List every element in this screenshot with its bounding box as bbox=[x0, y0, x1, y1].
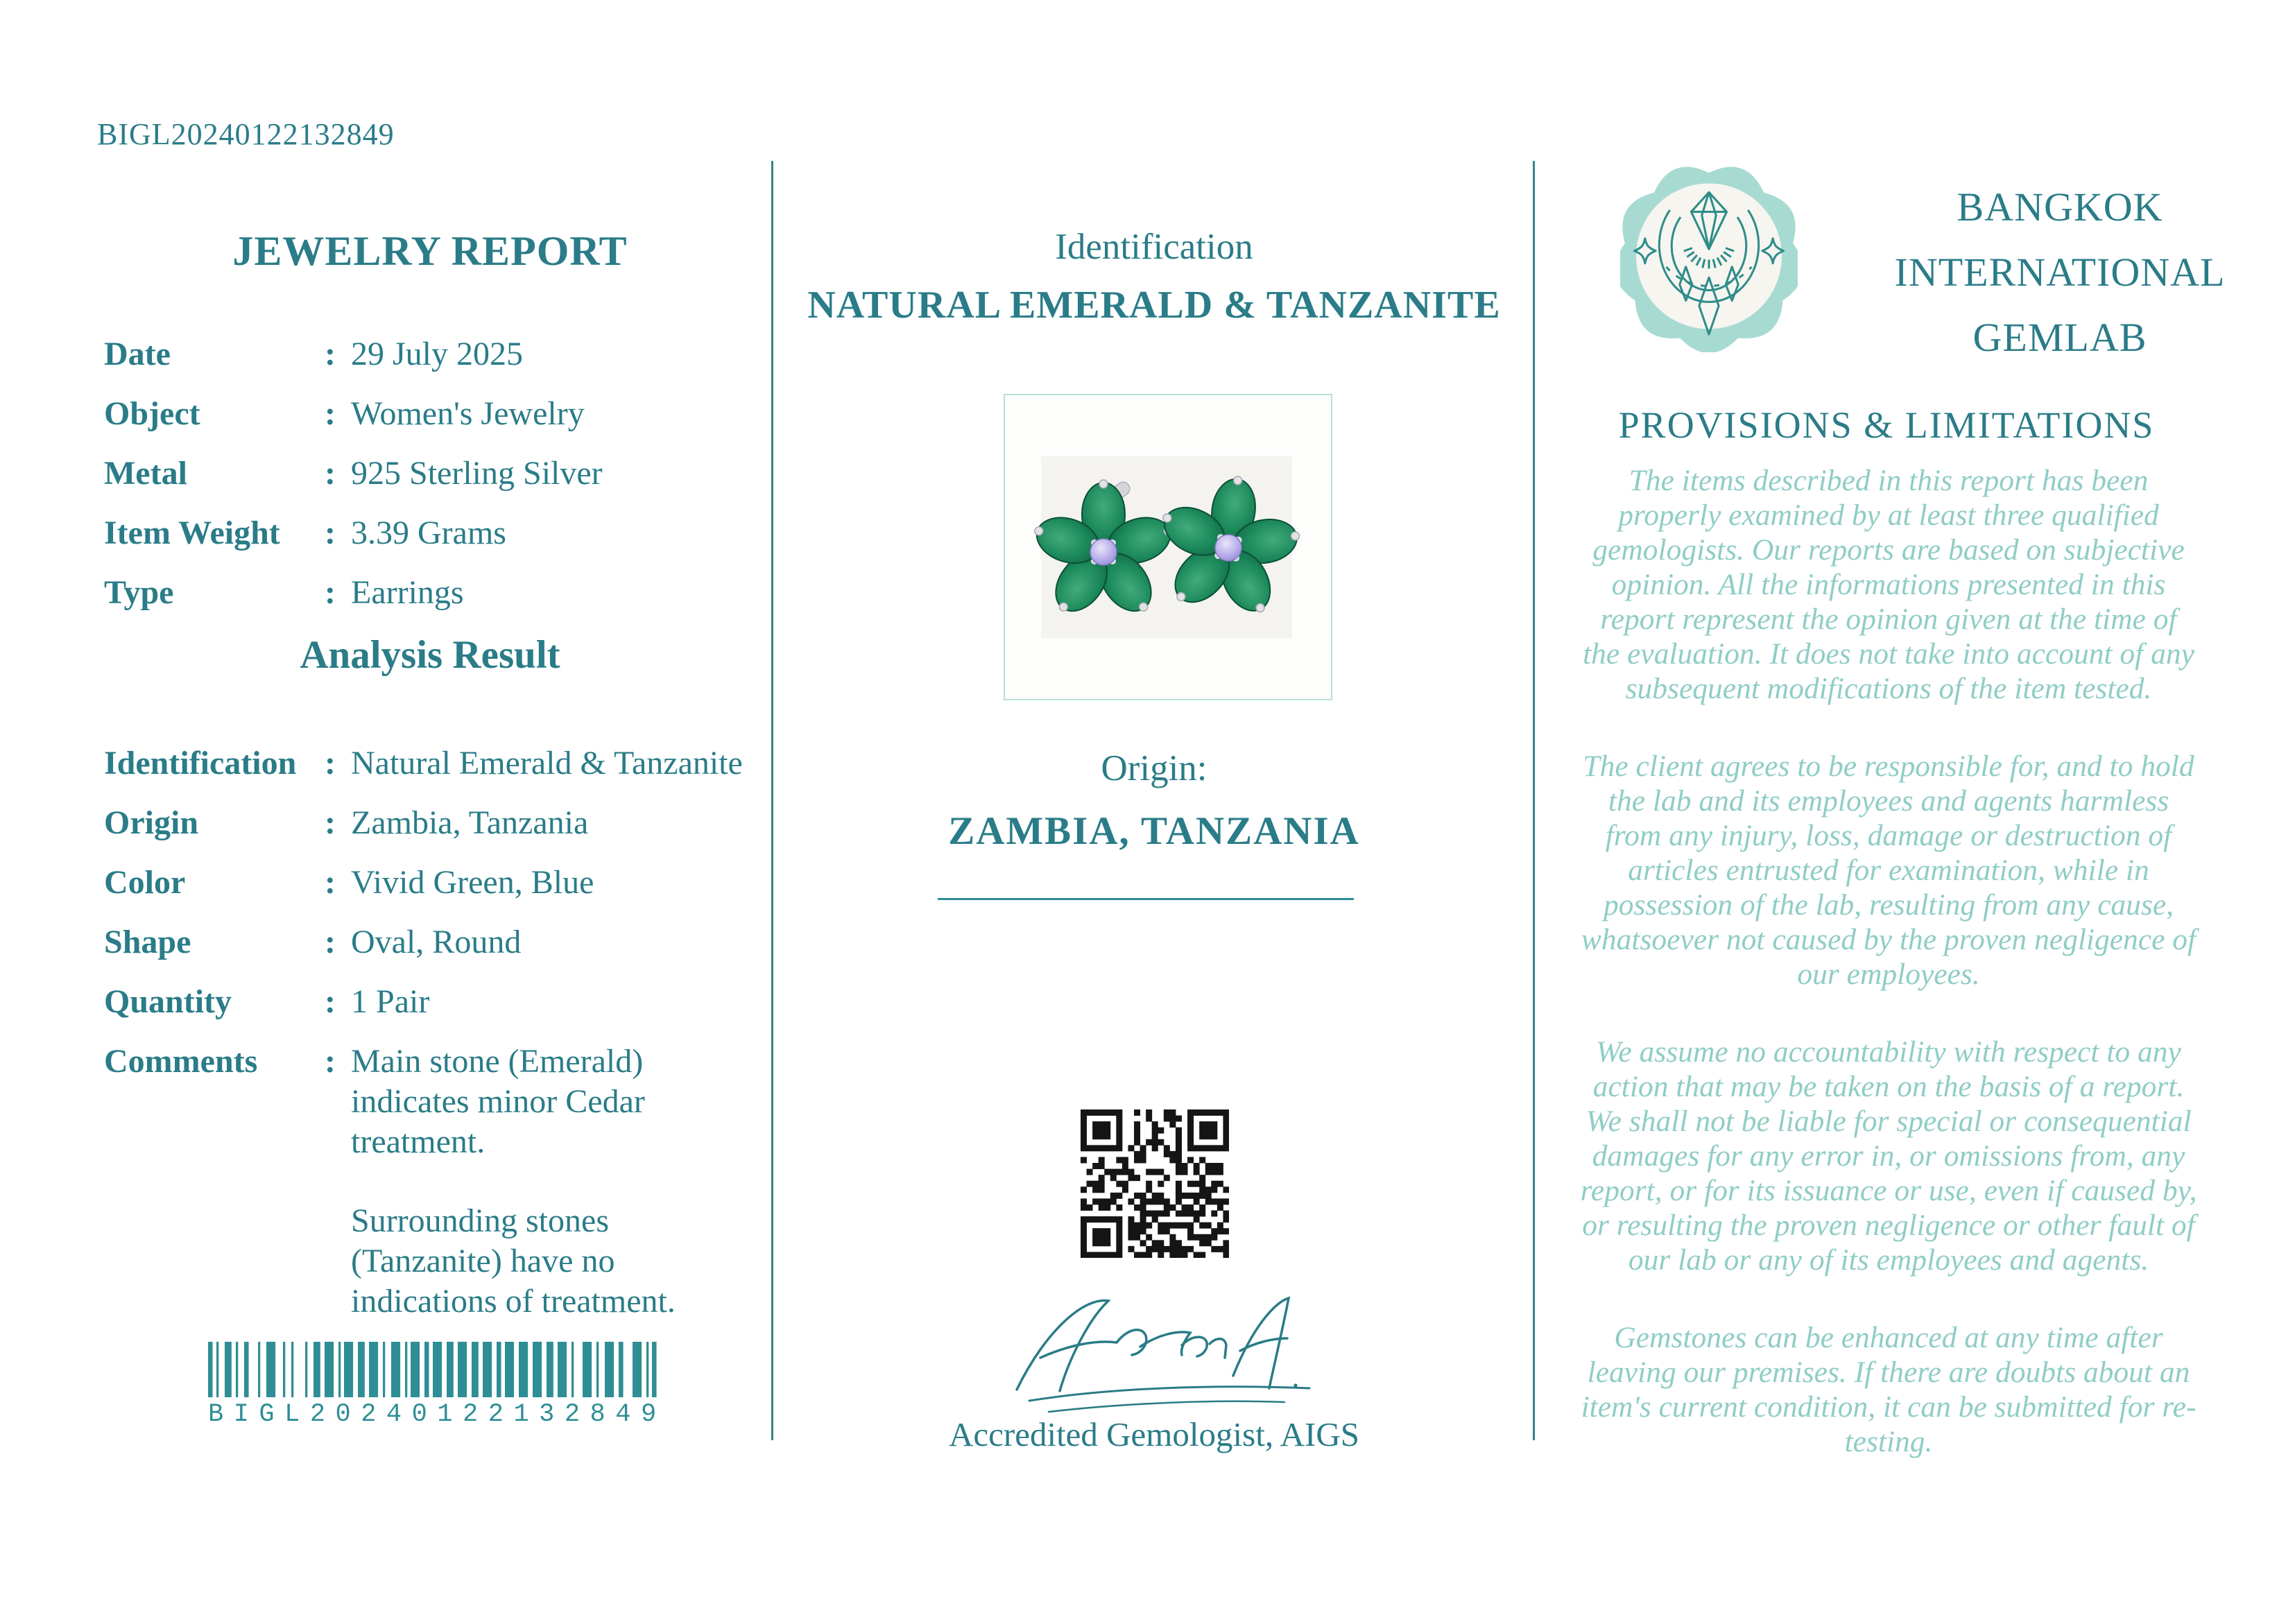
detail-value: Earrings bbox=[351, 574, 464, 611]
colon: : bbox=[325, 983, 336, 1020]
gemologist-title: Accredited Gemologist, AIGS bbox=[949, 1415, 1359, 1453]
detail-value: 29 July 2025 bbox=[351, 336, 524, 372]
barcode-text: BIGL20240122132849 bbox=[208, 1400, 667, 1429]
identification-value: NATURAL EMERALD & TANZANITE bbox=[807, 284, 1501, 327]
colon: : bbox=[325, 515, 336, 551]
comments-value bbox=[351, 1042, 701, 1322]
lab-name-line: INTERNATIONAL bbox=[1894, 250, 2226, 295]
colon: : bbox=[325, 745, 336, 781]
analysis-value: Oval, Round bbox=[351, 924, 522, 960]
analysis-label: Shape bbox=[104, 924, 191, 960]
colon: : bbox=[325, 1043, 336, 1080]
details-table bbox=[104, 334, 773, 613]
origin-value: ZAMBIA, TANZANIA bbox=[948, 809, 1360, 853]
barcode bbox=[208, 1342, 667, 1429]
lab-name bbox=[1817, 175, 2295, 370]
analysis-table bbox=[104, 743, 773, 1322]
barcode-bars bbox=[208, 1342, 657, 1397]
lab-name-line: GEMLAB bbox=[1972, 315, 2147, 360]
provisions-paragraph: Gemstones can be enhanced at any time after leaving our premises. If there are doubts about an item's current condition, it can be submitted for re-testing. bbox=[1581, 1321, 2197, 1458]
origin-heading: Origin: bbox=[1101, 748, 1207, 788]
colon: : bbox=[325, 864, 336, 901]
colon: : bbox=[325, 574, 336, 611]
provisions-heading: PROVISIONS & LIMITATIONS bbox=[1618, 404, 2155, 446]
identification-heading: Identification bbox=[1055, 227, 1253, 267]
colon: : bbox=[325, 804, 336, 841]
signature bbox=[1004, 1284, 1323, 1423]
comments-paragraph: Main stone (Emerald) indicates minor Cedar treatment. bbox=[351, 1043, 645, 1160]
comments-label: Comments bbox=[104, 1043, 258, 1080]
colon: : bbox=[325, 336, 336, 372]
detail-value: 925 Sterling Silver bbox=[351, 455, 603, 492]
provisions-paragraph: The items described in this report has been properly examined by at least three qualified gemologists. Our reports are based on subjective opinion. All the informations presented in this report represent the opinion given at the time of the evaluation. It does not take into account of any subsequent modifications of the item tested. bbox=[1583, 464, 2194, 705]
analysis-value: Zambia, Tanzania bbox=[351, 804, 589, 841]
analysis-value: Natural Emerald & Tanzanite bbox=[351, 745, 743, 781]
qr-code bbox=[1081, 1109, 1229, 1258]
origin-divider bbox=[938, 898, 1354, 900]
gemlab-logo bbox=[1620, 164, 1798, 352]
report-title: JEWELRY REPORT bbox=[232, 228, 628, 274]
signature-image bbox=[1004, 1284, 1323, 1423]
comments-paragraph: Surrounding stones (Tanzanite) have no indications of treatment. bbox=[351, 1202, 676, 1320]
detail-label: Type bbox=[104, 574, 174, 611]
jewelry-photo bbox=[1004, 394, 1332, 700]
detail-value: 3.39 Grams bbox=[351, 515, 506, 551]
detail-label: Object bbox=[104, 395, 200, 432]
detail-label: Item Weight bbox=[104, 515, 280, 551]
detail-label: Date bbox=[104, 336, 171, 372]
colon: : bbox=[325, 924, 336, 960]
qr-code-image bbox=[1081, 1109, 1229, 1258]
report-id: BIGL20240122132849 bbox=[97, 117, 395, 151]
analysis-label: Color bbox=[104, 864, 186, 901]
colon: : bbox=[325, 395, 336, 432]
analysis-value: Vivid Green, Blue bbox=[351, 864, 594, 901]
provisions-paragraph: We assume no accountability with respect to any action that may be taken on the basis of a report. We shall not be liable for special or consequential damages for any error in, or omissions from, any report, or for its issuance or use, even if caused by, or resulting the proven negligence or other fault of our lab or any of its employees and agents. bbox=[1580, 1035, 2197, 1277]
earrings-image bbox=[1005, 395, 1328, 696]
analysis-result-title: Analysis Result bbox=[300, 633, 560, 677]
detail-value: Women's Jewelry bbox=[351, 395, 585, 432]
lab-name-line: BANGKOK bbox=[1957, 184, 2163, 230]
analysis-value: 1 Pair bbox=[351, 983, 430, 1020]
provisions-paragraph: The client agrees to be responsible for, and to hold the lab and its employees and agents harmless from any injury, loss, damage or destruction of articles entrusted for examination, while in possession of the lab, resulting from any cause, whatsoever not caused by the proven negligence of our employees. bbox=[1581, 750, 2197, 991]
column-divider-right bbox=[1533, 161, 1535, 1440]
analysis-label: Origin bbox=[104, 804, 199, 841]
analysis-label: Identification bbox=[104, 745, 297, 781]
provisions-text bbox=[1580, 463, 2197, 1502]
analysis-label: Quantity bbox=[104, 983, 232, 1020]
colon: : bbox=[325, 455, 336, 492]
detail-label: Metal bbox=[104, 455, 187, 492]
gemlab-logo-image bbox=[1620, 164, 1798, 352]
